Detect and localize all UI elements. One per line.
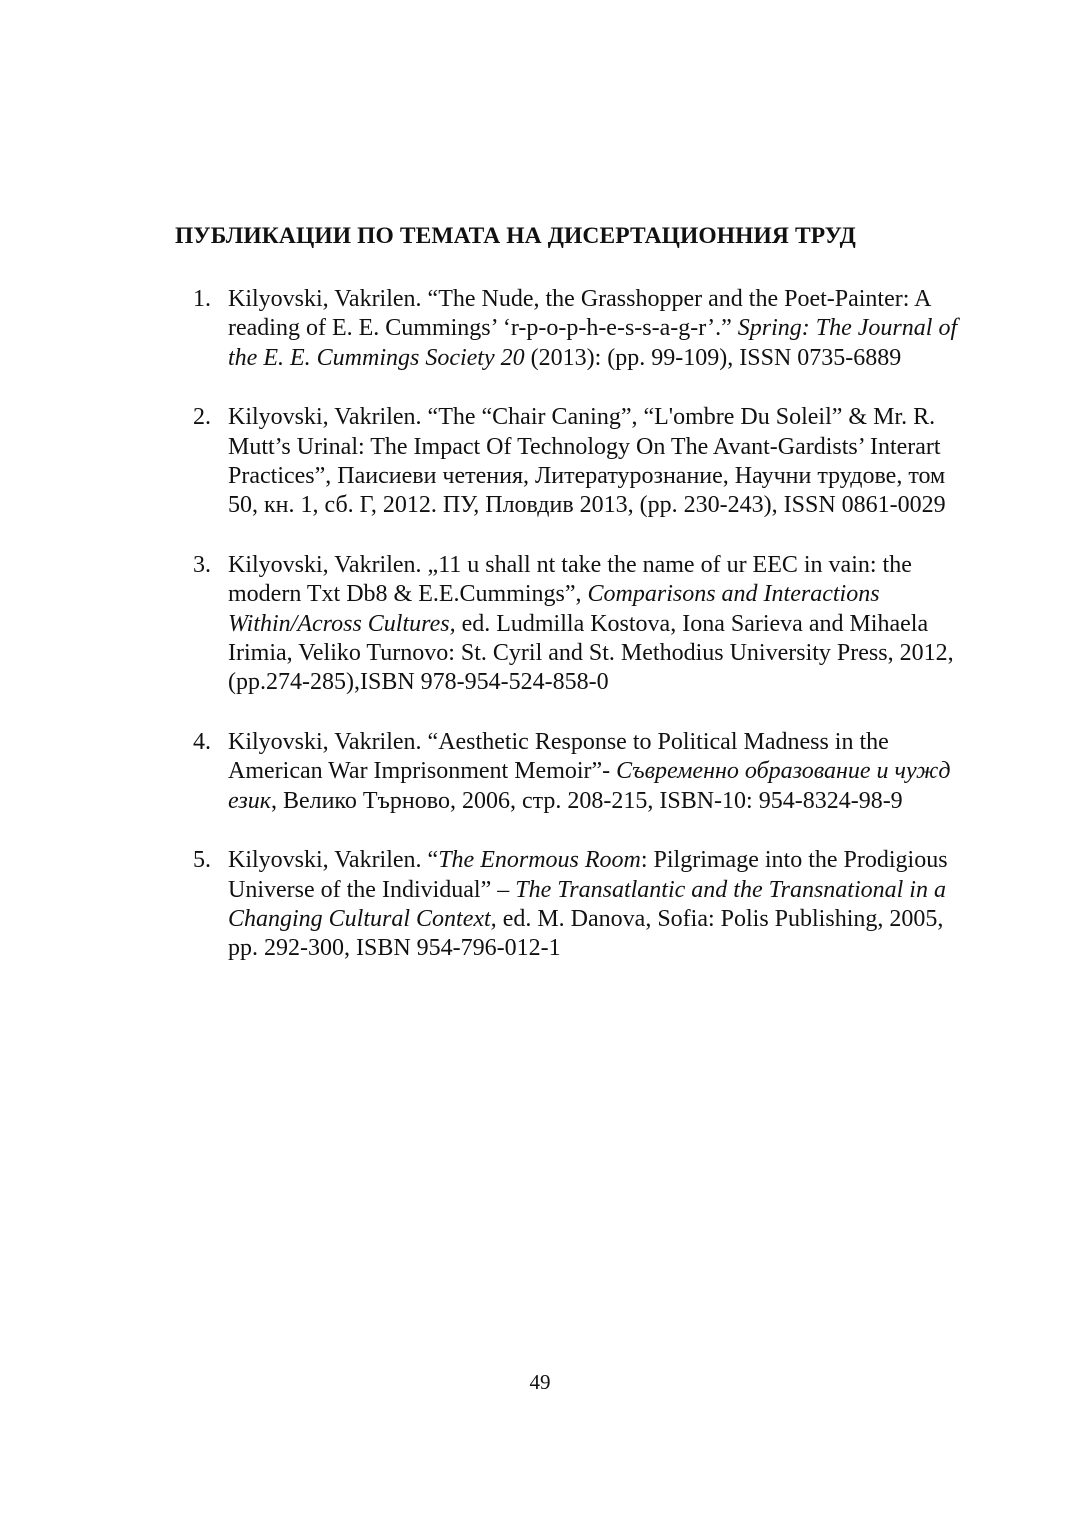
citation-italic: Spring: The Journal of the E. E. Cummings Society 20 <box>228 315 958 371</box>
publication-item <box>0 403 963 521</box>
publication-number: 2. <box>193 404 211 431</box>
publication-text <box>228 403 963 521</box>
citation-text: : Pilgrimage into the Prodigious Universe of the Individual” – <box>228 847 948 903</box>
publication-item <box>0 846 963 964</box>
publication-number: 1. <box>193 286 211 312</box>
citation-italic: Comparisons and Interactions Within/Across Cultures, <box>228 581 880 637</box>
citation-italic: Съвременно образование и чужд език <box>228 758 951 814</box>
citation-italic: The Transatlantic and the Transnational in a Changing Cultural Context, <box>228 876 946 932</box>
citation-text: Kilyovski, Vakrilen. „11 u shall nt take the name of ur EEC in vain: the modern Txt Db8 & E.E.Cummings”, <box>228 551 912 608</box>
publication-number: 4. <box>193 728 211 755</box>
publication-item <box>0 551 963 698</box>
publication-text <box>228 551 963 698</box>
citation-text: Kilyovski, Vakrilen. “Aesthetic Response to Political Madness in the American War Imprisonment Memoir”- <box>228 728 889 785</box>
publication-item <box>0 728 963 816</box>
publication-text <box>228 846 963 964</box>
publication-list <box>0 285 1080 994</box>
publication-text <box>228 285 963 373</box>
page-number: 49 <box>529 1370 551 1394</box>
citation-italic: The Enormous Room <box>438 847 641 874</box>
citation-text: Kilyovski, Vakrilen. “The Nude, the Grasshopper and the Poet-Painter: A reading of E. E. Cummings’ ‘r-p-o-p-h-e-s-s-a-g-r’.” <box>228 286 931 342</box>
citation-text: ed. Ludmilla Kostova, Iona Sarieva and Mihaela Irimia, Veliko Turnovo: St. Cyril and St. Methodius University Press, 2012, (pp.274-285),ISBN 978-954-524-858-0 <box>228 610 954 696</box>
citation-text: , Велико Търново, 2006, стр. 208-215, ISBN-10: 954-8324-98-9 <box>270 787 903 814</box>
citation-text: Kilyovski, Vakrilen. “The “Chair Caning”, “L'ombre Du Soleil” & Mr. R. Mutt’s Urinal: The Impact Of Technology On The Avant-Gardists’ Interart Practices”, Паисиеви четения, Литературознание, Научни трудове, том 50, кн. 1, сб. Г, 2012. ПУ, Пловдив 2013, (pp. 230-243), ISSN 0861-0029 <box>228 404 946 519</box>
citation-text: Kilyovski, Vakrilen. “ <box>228 847 439 874</box>
publication-number: 3. <box>193 551 211 578</box>
publication-item <box>0 285 963 373</box>
publication-text <box>228 728 963 816</box>
citation-text: (2013): (pp. 99-109), ISSN 0735-6889 <box>524 344 902 371</box>
citation-text: ed. M. Danova, Sofia: Polis Publishing, 2005, pp. 292-300, ISBN 954-796-012-1 <box>228 905 944 962</box>
publication-number: 5. <box>193 847 211 874</box>
section-heading: ПУБЛИКАЦИИ ПО ТЕМАТА НА ДИСЕРТАЦИОННИЯ ТРУД <box>175 223 856 249</box>
